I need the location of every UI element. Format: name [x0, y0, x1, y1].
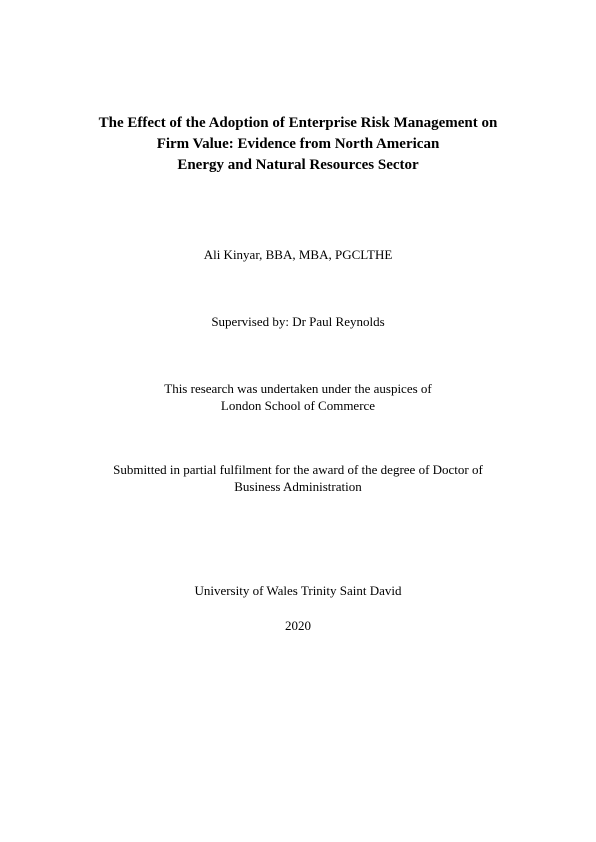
auspices-line-1: This research was undertaken under the auspices of: [164, 381, 432, 396]
submission-year: 2020: [285, 618, 311, 633]
thesis-title-line-2: Firm Value: Evidence from North American: [156, 136, 440, 152]
submission-statement: [0, 461, 596, 495]
auspices-statement: [0, 380, 596, 414]
university-name: University of Wales Trinity Saint David: [194, 583, 402, 598]
auspices-line-2: London School of Commerce: [220, 398, 376, 413]
submission-line-1: Submitted in partial fulfilment for the award of the degree of Doctor of: [113, 462, 483, 477]
thesis-title-line-1: The Effect of the Adoption of Enterprise Risk Management on: [98, 115, 498, 131]
thesis-title: [0, 113, 596, 176]
submission-line-2: Business Administration: [234, 479, 362, 494]
supervisor: Supervised by: Dr Paul Reynolds: [211, 314, 385, 329]
author-name: Ali Kinyar, BBA, MBA, PGCLTHE: [203, 247, 393, 262]
thesis-title-line-3: Energy and Natural Resources Sector: [177, 157, 419, 173]
